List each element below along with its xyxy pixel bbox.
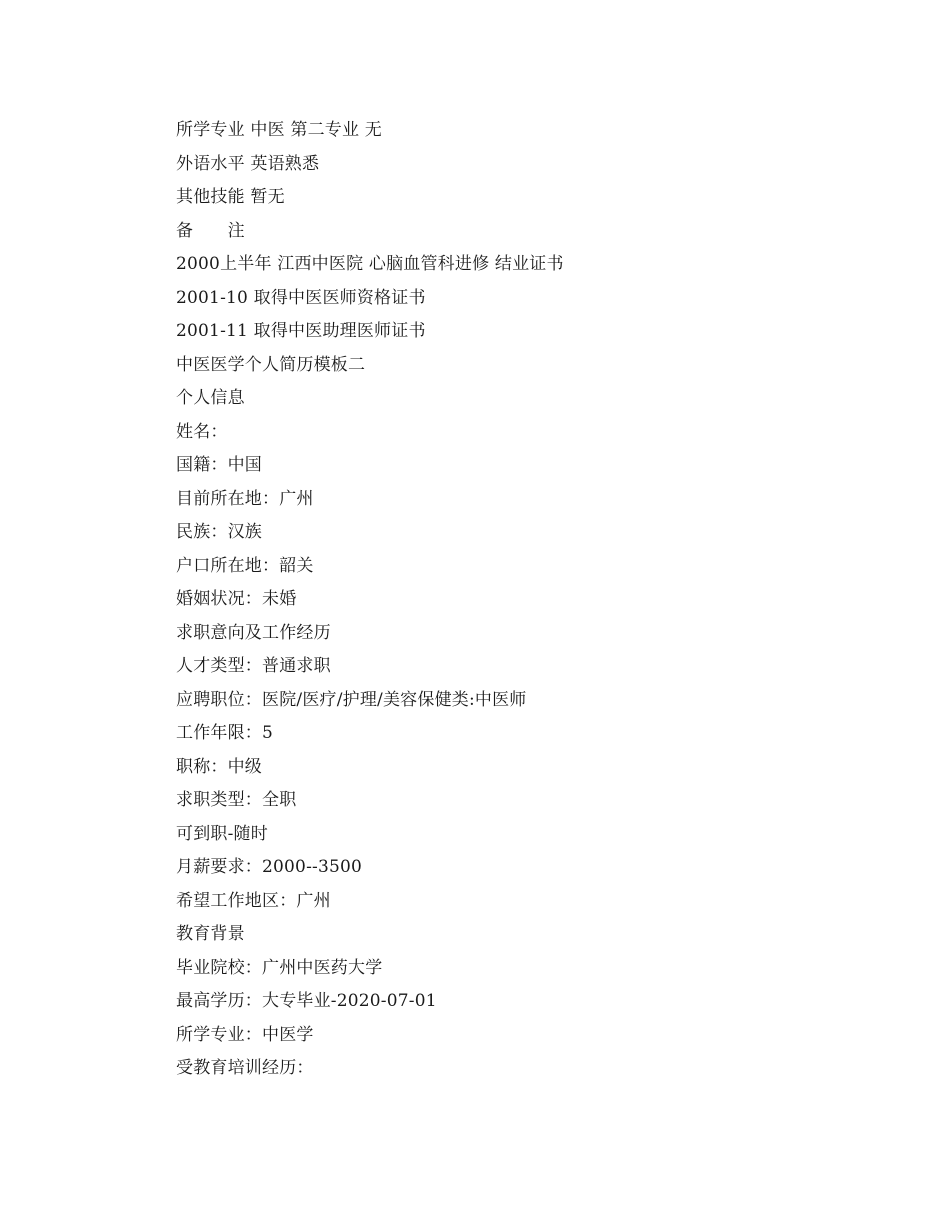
text-line-foreign-language: 外语水平 英语熟悉 — [176, 153, 320, 174]
section-heading-job-intention: 求职意向及工作经历 — [176, 622, 331, 643]
field-major: 所学专业：中医学 — [176, 1024, 314, 1045]
field-highest-degree: 最高学历：大专毕业-2020-07-01 — [176, 991, 437, 1011]
field-nationality: 国籍：中国 — [176, 455, 262, 475]
section-title-template-two: 中医医学个人简历模板二 — [176, 354, 366, 375]
field-work-years: 工作年限：5 — [176, 723, 274, 743]
text-line-other-skills: 其他技能 暂无 — [176, 187, 285, 207]
field-salary: 月薪要求：2000--3500 — [176, 857, 363, 877]
section-heading-education: 教育背景 — [176, 924, 245, 944]
field-title: 职称：中级 — [176, 756, 262, 777]
text-line-certificate-2001-10: 2001-10 取得中医医师资格证书 — [176, 287, 426, 308]
field-training-history: 受教育培训经历： — [176, 1058, 314, 1078]
text-line-certificate-2001-11: 2001-11 取得中医助理医师证书 — [176, 321, 426, 341]
field-availability: 可到职-随时 — [176, 823, 268, 844]
field-applied-position: 应聘职位：医院/医疗/护理/美容保健类:中医师 — [176, 689, 527, 710]
text-line-training-2000: 2000上半年 江西中医院 心脑血管科进修 结业证书 — [176, 254, 564, 274]
field-name: 姓名： — [176, 421, 228, 442]
text-line-major: 所学专业 中医 第二专业 无 — [176, 120, 383, 140]
field-marital-status: 婚姻状况：未婚 — [176, 589, 297, 609]
section-heading-personal-info: 个人信息 — [176, 388, 245, 408]
text-line-remarks: 备 注 — [176, 220, 245, 241]
field-ethnicity: 民族：汉族 — [176, 522, 262, 542]
field-graduate-school: 毕业院校：广州中医药大学 — [176, 957, 383, 978]
field-talent-type: 人才类型：普通求职 — [176, 656, 331, 676]
field-job-type: 求职类型：全职 — [176, 790, 297, 810]
field-current-location: 目前所在地：广州 — [176, 488, 314, 509]
field-preferred-region: 希望工作地区：广州 — [176, 890, 331, 911]
document-body — [176, 114, 876, 1086]
field-household-registration: 户口所在地：韶关 — [176, 555, 314, 576]
